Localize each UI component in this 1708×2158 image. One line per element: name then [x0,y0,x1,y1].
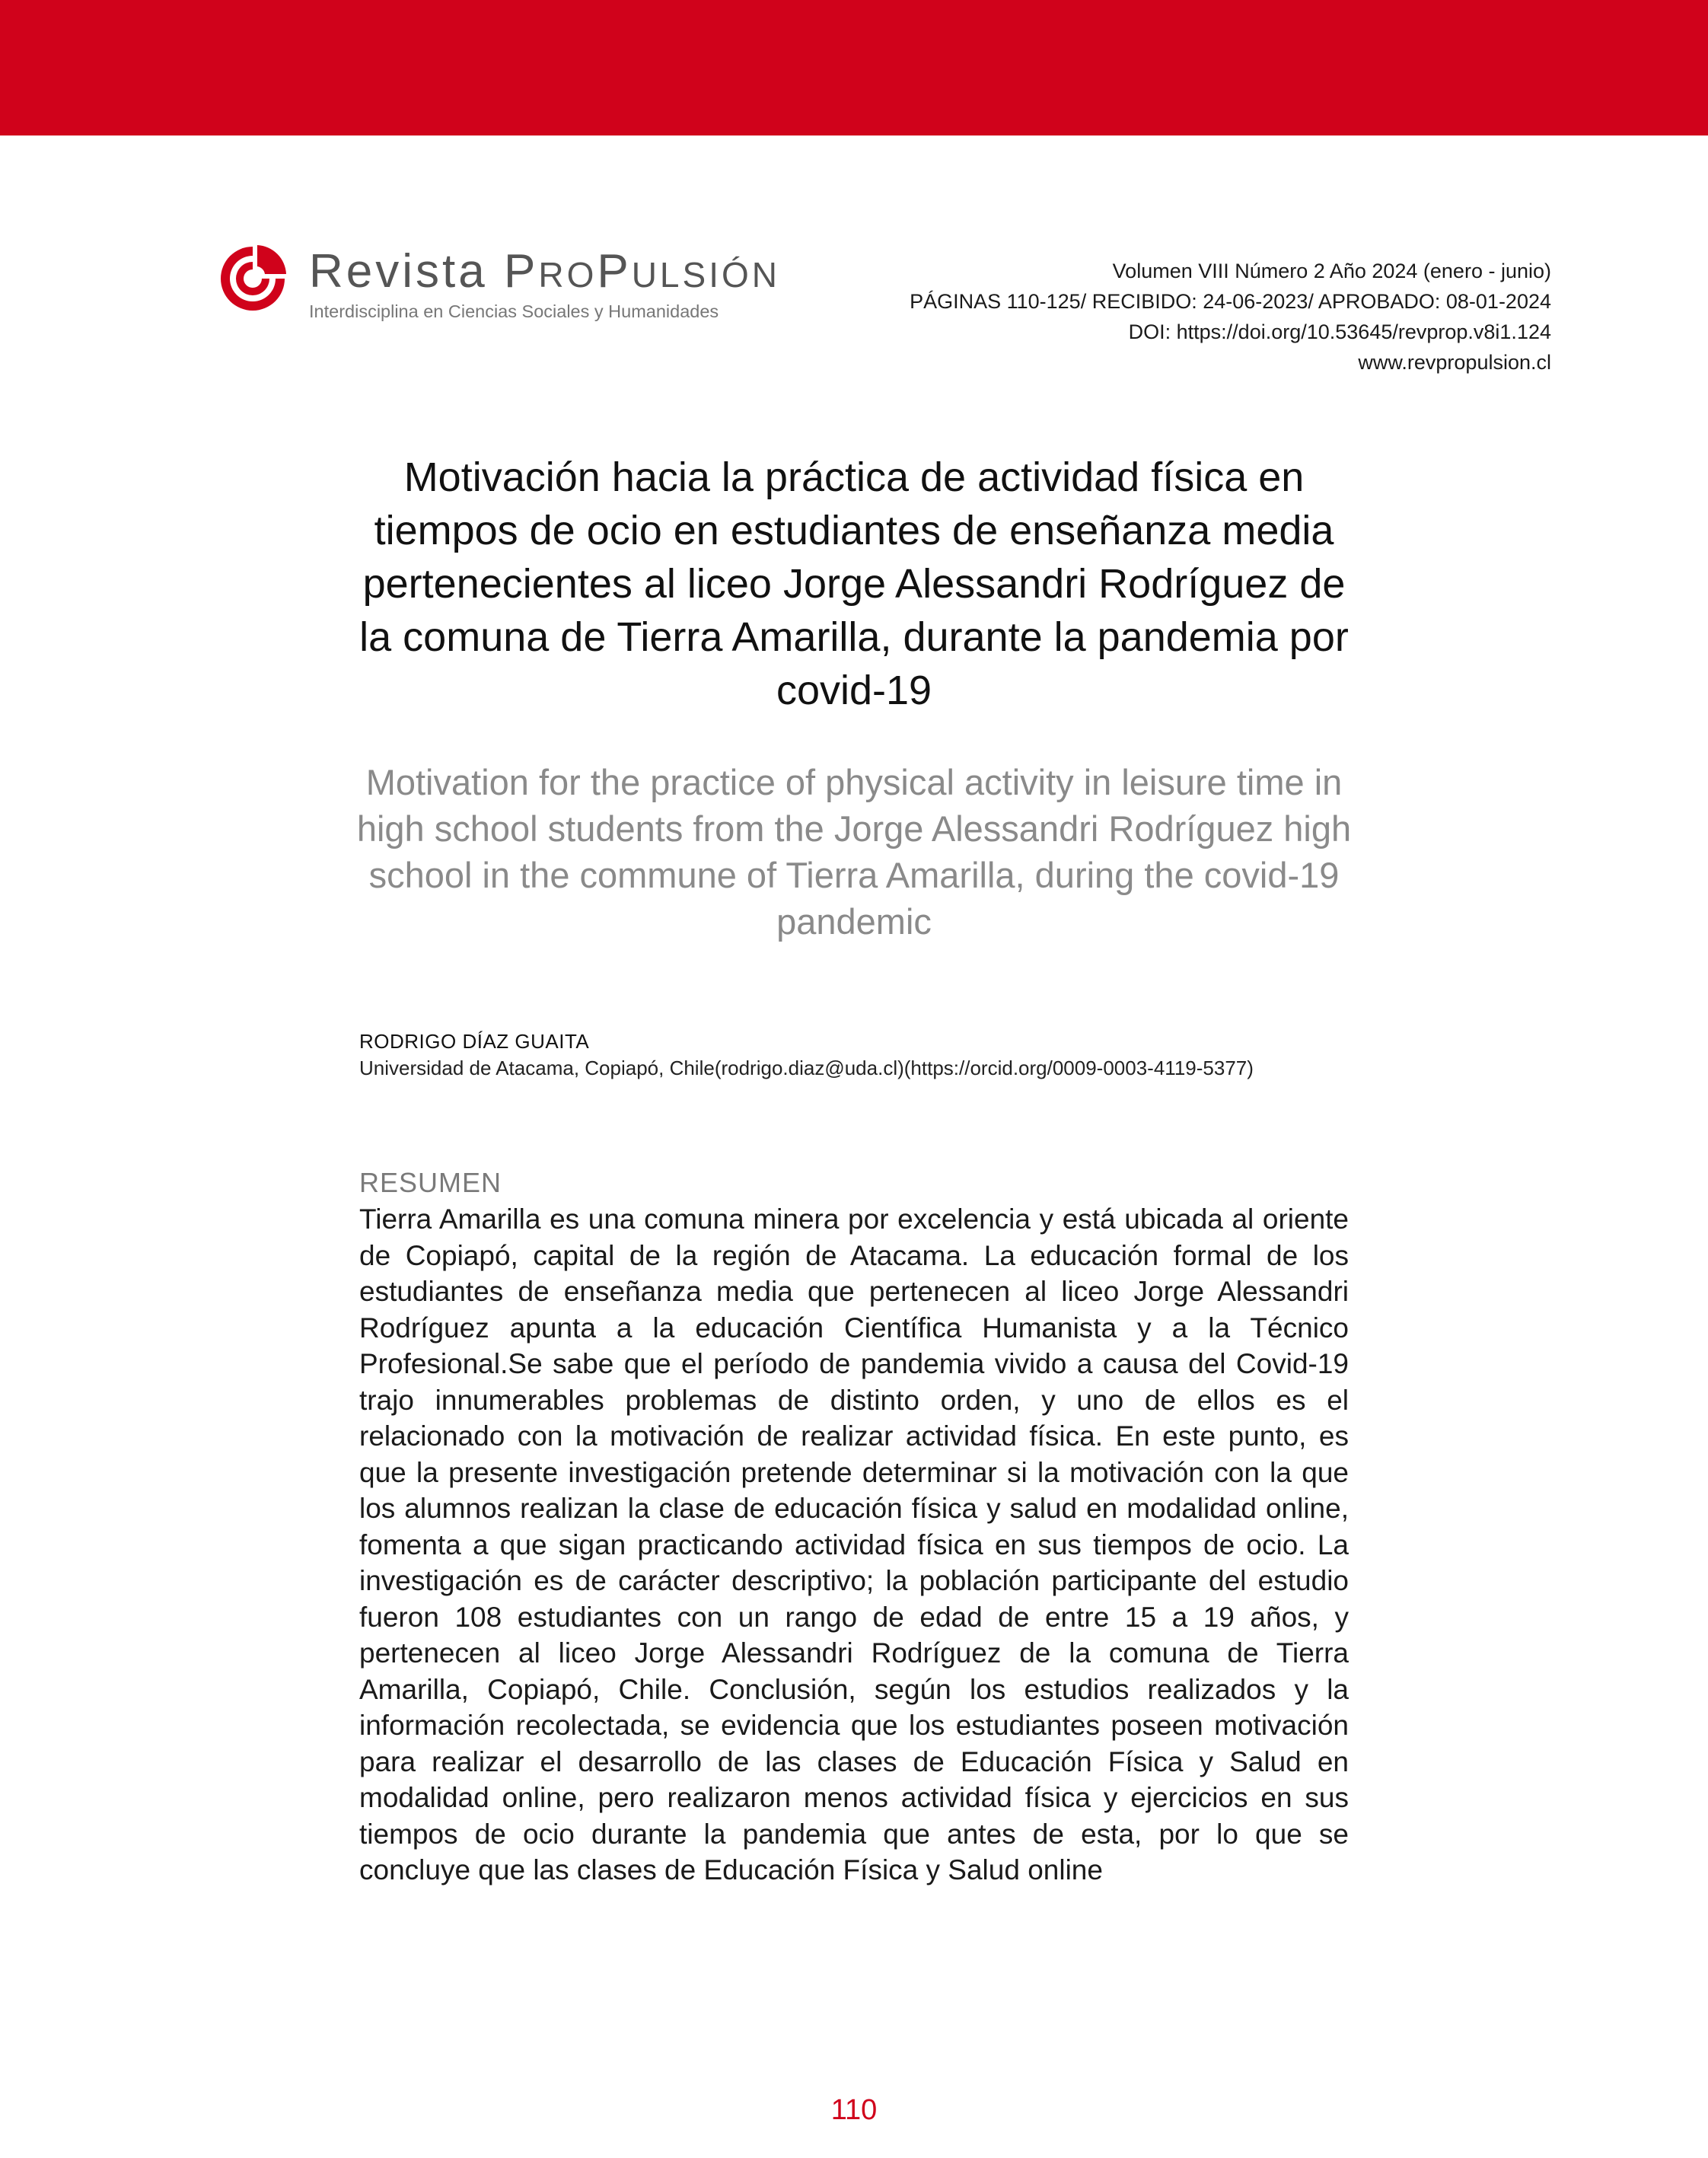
journal-logo [215,237,808,336]
title-line: covid-19 [776,668,932,713]
website-link[interactable]: www.revpropulsion.cl [1358,351,1551,374]
article-title-en [198,759,1510,945]
author-name: RODRIGO DÍAZ GUAITA [359,1030,590,1053]
logo-subtitle: Interdisciplina en Ciencias Sociales y Humanidades [309,301,719,321]
header-red-band [0,0,1708,135]
revista-propulsion-logo-icon [215,241,291,317]
title-line: la comuna de Tierra Amarilla, durante la pandemia por [359,614,1349,660]
pages-dates-info: PÁGINAS 110-125/ RECIBIDO: 24-06-2023/ APROBADO: 08-01-2024 [910,290,1551,313]
author-affiliation: Universidad de Atacama, Copiapó, Chile(rodrigo.diaz@uda.cl)(https://orcid.org/0009-0003-4119-5377) [359,1057,1254,1079]
logo-title: Revista PROPULSIÓN [309,245,780,298]
title-line: pertenecientes al liceo Jorge Alessandri Rodríguez de [362,561,1346,607]
publication-metadata [910,256,1551,378]
title-line: Motivación hacia la práctica de actividad física en [403,454,1305,500]
title-en-line: school in the commune of Tierra Amarilla, during the covid-19 [368,855,1340,895]
title-en-line: pandemic [776,901,932,942]
doi-link[interactable]: DOI: https://doi.org/10.53645/revprop.v8i1.124 [1128,320,1551,343]
abstract-heading: RESUMEN [359,1167,502,1198]
page-number: 110 [830,2094,878,2126]
title-line: tiempos de ocio en estudiantes de enseñanza media [374,508,1334,553]
article-title-es [198,451,1510,717]
title-en-line: high school students from the Jorge Alessandri Rodríguez high [356,808,1352,849]
title-en-line: Motivation for the practice of physical activity in leisure time in [365,762,1343,802]
abstract-text: Tierra Amarilla es una comuna minera por excelencia y está ubicada al oriente de Copiapó, capital de la región de Atacama. La educación formal de los estudiantes de enseñanza media que pertenecen al liceo Jorge Alessandri Rodríguez apunta a la educación Científica Humanista y a la Técnico Profesional.Se sabe que el período de pandemia vivido a causa del Covid-19 trajo innumerables problemas de distinto orden, y uno de ellos es el relacionado con la motivación de realizar actividad física. En este punto, es que la presente investigación pretende determinar si la motivación con la que los alumnos realizan la clase de educación física y salud en modalidad online, fomenta a que sigan practicando actividad física en sus tiempos de ocio. La investigación es de carácter descriptivo; la población participante del estudio fueron 108 estudiantes con un rango de edad de entre 15 a 19 años, y pertenecen al liceo Jorge Alessandri Rodríguez de la comuna de Tierra Amarilla, Copiapó, Chile. Conclusión, según los estudios realizados y la información recolectada, se evidencia que los estudiantes poseen motivación para realizar el desarrollo de las clases de Educación Física y Salud en modalidad online, pero realizaron menos actividad física y ejercicios en sus tiempos de ocio durante la pandemia que antes de esta, por lo que se concluye que las clases de Educación Física y Salud online [359,1203,1349,1885]
volume-info: Volumen VIII Número 2 Año 2024 (enero - junio) [1112,260,1551,282]
